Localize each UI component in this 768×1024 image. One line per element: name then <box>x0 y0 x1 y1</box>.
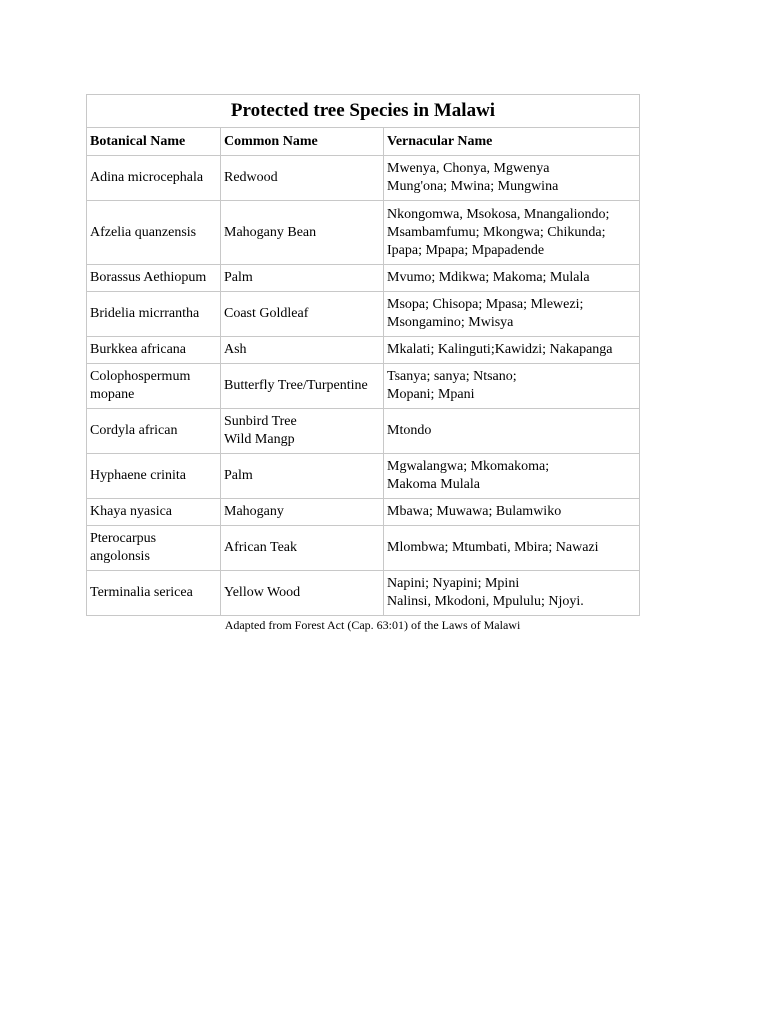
cell-text-line: mopane <box>90 387 135 402</box>
cell-text-line: Ipapa; Mpapa; Mpapadende <box>387 242 545 258</box>
cell-text-line: Palm <box>224 270 253 285</box>
cell-text-line: Mopani; Mpani <box>387 387 475 402</box>
cell-text-line: Pterocarpus <box>90 531 157 546</box>
cell-text-line: Nalinsi, Mkodoni, Mpululu; Njoyi. <box>387 594 584 609</box>
botanical-name-cell <box>87 454 221 499</box>
botanical-name-cell <box>87 201 221 265</box>
common-name-cell <box>221 571 384 616</box>
botanical-name-cell <box>87 364 221 409</box>
cell-text-line: Hyphaene crinita <box>90 468 187 483</box>
cell-text-line: Mtondo <box>387 423 432 438</box>
table-row <box>87 265 640 292</box>
header-common-name: Common Name <box>221 128 384 156</box>
common-name-cell <box>221 499 384 526</box>
table-row <box>87 409 640 454</box>
table-row <box>87 292 640 337</box>
vernacular-name-cell <box>384 499 640 526</box>
table-row <box>87 526 640 571</box>
table-body <box>87 156 640 616</box>
cell-text-line: Mkalati; Kalinguti;Kawidzi; Nakapanga <box>387 342 613 357</box>
botanical-name-cell <box>87 265 221 292</box>
cell-text-line: Adina microcephala <box>90 170 204 185</box>
table-row <box>87 571 640 616</box>
botanical-name-cell <box>87 156 221 201</box>
botanical-name-cell <box>87 337 221 364</box>
common-name-cell <box>221 526 384 571</box>
cell-text-line: Napini; Nyapini; Mpini <box>387 576 520 591</box>
cell-text-line: Msopa; Chisopa; Mpasa; Mlewezi; <box>387 297 584 312</box>
common-name-cell <box>221 337 384 364</box>
table-row <box>87 337 640 364</box>
botanical-name-cell <box>87 292 221 337</box>
header-botanical-name: Botanical Name <box>87 128 221 156</box>
header-vernacular-name: Vernacular Name <box>384 128 640 156</box>
cell-text-line: Terminalia sericea <box>90 585 193 600</box>
common-name-cell <box>221 265 384 292</box>
cell-text-line: Redwood <box>224 170 278 185</box>
cell-text-line: Mung'ona; Mwina; Mungwina <box>387 179 559 194</box>
cell-text-line: Makoma Mulala <box>387 477 480 492</box>
vernacular-name-cell <box>384 156 640 201</box>
cell-text-line: Msongamino; Mwisya <box>387 315 514 330</box>
document <box>86 94 639 633</box>
vernacular-name-cell <box>384 201 640 265</box>
table-row <box>87 364 640 409</box>
cell-text-line: Mvumo; Mdikwa; Makoma; Mulala <box>387 270 590 285</box>
common-name-cell <box>221 364 384 409</box>
cell-text-line: Sunbird Tree <box>224 414 297 429</box>
cell-text-line: Mahogany <box>224 504 284 519</box>
vernacular-name-cell <box>384 454 640 499</box>
cell-text-line: Mwenya, Chonya, Mgwenya <box>387 161 550 176</box>
cell-text-line: Msambamfumu; Mkongwa; Chikunda; <box>387 224 606 240</box>
cell-text-line: Bridelia micrrantha <box>90 306 200 321</box>
cell-text-line: Nkongomwa, Msokosa, Mnangaliondo; <box>387 206 610 222</box>
source-caption: Adapted from Forest Act (Cap. 63:01) of the Laws of Malawi <box>224 618 521 632</box>
common-name-cell <box>221 454 384 499</box>
table-row <box>87 201 640 265</box>
species-table <box>86 94 640 616</box>
header-row <box>87 128 640 156</box>
table-row <box>87 454 640 499</box>
cell-text-line: Ash <box>224 342 247 357</box>
botanical-name-cell <box>87 409 221 454</box>
vernacular-name-cell <box>384 292 640 337</box>
vernacular-name-cell <box>384 364 640 409</box>
cell-text-line: Afzelia quanzensis <box>90 224 197 240</box>
common-name-cell <box>221 292 384 337</box>
cell-text-line: Butterfly Tree/Turpentine <box>224 378 368 393</box>
cell-text-line: Borassus Aethiopum <box>90 270 207 285</box>
cell-text-line: Wild Mangp <box>224 432 295 447</box>
cell-text-line: Tsanya; sanya; Ntsano; <box>387 369 517 384</box>
cell-text-line: Burkkea africana <box>90 342 186 357</box>
table-row <box>87 156 640 201</box>
common-name-cell <box>221 409 384 454</box>
cell-text-line: Mgwalangwa; Mkomakoma; <box>387 459 550 474</box>
common-name-cell <box>221 201 384 265</box>
cell-text-line: Mbawa; Muwawa; Bulamwiko <box>387 504 562 519</box>
table-title: Protected tree Species in Malawi <box>87 95 640 128</box>
cell-text-line: Mlombwa; Mtumbati, Mbira; Nawazi <box>387 540 599 555</box>
cell-text-line: angolonsis <box>90 549 150 564</box>
vernacular-name-cell <box>384 265 640 292</box>
botanical-name-cell <box>87 499 221 526</box>
table-row <box>87 499 640 526</box>
botanical-name-cell <box>87 571 221 616</box>
vernacular-name-cell <box>384 337 640 364</box>
vernacular-name-cell <box>384 571 640 616</box>
cell-text-line: Mahogany Bean <box>224 224 317 240</box>
cell-text-line: African Teak <box>224 540 298 555</box>
common-name-cell <box>221 156 384 201</box>
vernacular-name-cell <box>384 409 640 454</box>
vernacular-name-cell <box>384 526 640 571</box>
cell-text-line: Khaya nyasica <box>90 504 173 519</box>
cell-text-line: Palm <box>224 468 253 483</box>
cell-text-line: Coast Goldleaf <box>224 306 309 321</box>
botanical-name-cell <box>87 526 221 571</box>
cell-text-line: Cordyla african <box>90 423 178 438</box>
cell-text-line: Colophospermum <box>90 369 191 384</box>
cell-text-line: Yellow Wood <box>224 585 301 600</box>
